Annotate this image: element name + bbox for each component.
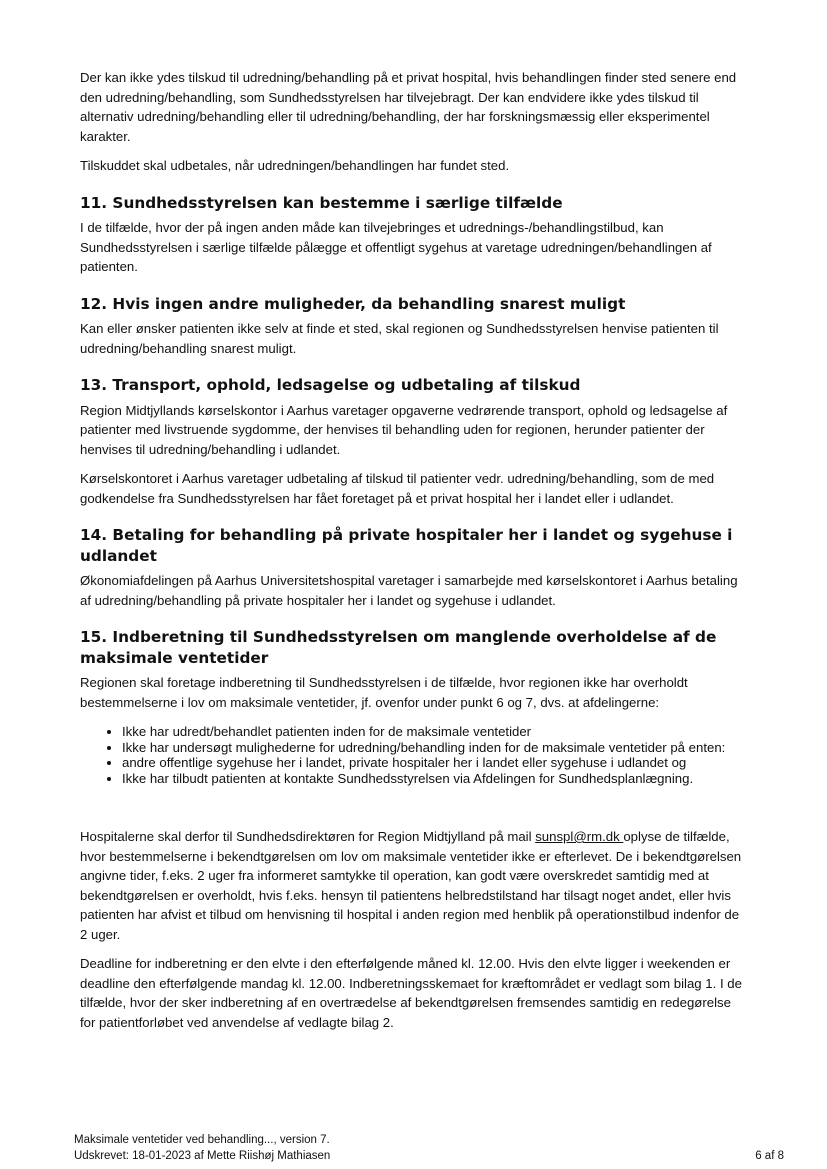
page-footer bbox=[74, 1132, 784, 1164]
section-11-paragraph: I de tilfælde, hvor der på ingen anden måde kan tilvejebringes et udrednings-/behandlingstilbud, kan Sundhedsstyrelsen i særlige tilfælde pålægge et offentligt sygehus at varetage udredningen/behandlingen af patienten. bbox=[80, 220, 712, 274]
list-item: • Ikke har tilbudt patienten at kontakte Sundhedsstyrelsen via Afdelingen for Sundhedsplanlægning. bbox=[122, 771, 745, 787]
intro-paragraph-2: Tilskuddet skal udbetales, når udredningen/behandlingen har fundet sted. bbox=[80, 158, 510, 173]
section-12-heading: 12. Hvis ingen andre muligheder, da behandling snarest muligt bbox=[80, 294, 626, 313]
document-page bbox=[80, 68, 745, 1032]
section-13-paragraph-2: Kørselskontoret i Aarhus varetager udbetaling af tilskud til patienter vedr. udredning/behandling, som de med godkendelse fra Sundhedsstyrelsen har fået foretaget på et privat hospital her i landet eller i udlandet. bbox=[80, 471, 715, 506]
section-14-paragraph: Økonomiafdelingen på Aarhus Universitetshospital varetager i samarbejde med kørselskontoret i Aarhus betaling af udredning/behandling på private hospitaler her i landet og sygehuse i udlandet. bbox=[80, 573, 738, 608]
section-11-heading: 11. Sundhedsstyrelsen kan bestemme i særlige tilfælde bbox=[80, 193, 563, 212]
paragraph-text-before-link: Hospitalerne skal derfor til Sundhedsdirektøren for Region Midtjylland på mail bbox=[80, 829, 536, 844]
section-14-heading: 14. Betaling for behandling på private hospitaler her i landet og sygehuse i udlandet bbox=[80, 526, 733, 565]
list-item: • Ikke har udredt/behandlet patienten inden for de maksimale ventetider bbox=[122, 724, 745, 740]
section-13-paragraph-1: Region Midtjyllands kørselskontor i Aarhus varetager opgaverne vedrørende transport, ophold og ledsagelse af patienter med livstruende sygdomme, der henvises til behandling uden for regionen, herunder patienter der henvises til udredning/behandling i udlandet. bbox=[80, 402, 728, 457]
list-item: • andre offentlige sygehuse her i landet, private hospitaler her i landet eller sygehuse i udlandet og bbox=[122, 755, 745, 771]
section-15-paragraph-3: Deadline for indberetning er den elvte i den efterfølgende måned kl. 12.00. Hvis den elvte ligger i weekenden er deadline den efterfølgende mandag kl. 12.00. Indberetningsskemaet for kræftområdet er vedlagt som bilag 1. I de tilfælde, hvor der sker indberetning af en overtrædelse af bekendtgørelsen fremsendes samtidig en redegørelse for patientforløbet ved anvendelse af vedlagte bilag 2. bbox=[80, 956, 742, 1030]
section-13-heading: 13. Transport, ophold, ledsagelse og udbetaling af tilskud bbox=[80, 376, 581, 394]
section-15-heading: 15. Indberetning til Sundhedsstyrelsen om manglende overholdelse af de maksimale ventetider bbox=[80, 628, 717, 667]
footer-document-title: Maksimale ventetider ved behandling..., version 7. bbox=[74, 1134, 330, 1146]
intro-paragraph-1: Der kan ikke ydes tilskud til udredning/behandling på et privat hospital, hvis behandlingen finder sted senere end den udredning/behandling, som Sundhedsstyrelsen har tilvejebragt. Der kan endvidere ikke ydes tilskud til alternativ udredning/behandling eller til udredning/behandling, der har forskningsmæssig eller eksperimentel karakter. bbox=[80, 70, 737, 144]
section-15-bullet-list bbox=[80, 724, 745, 786]
section-12-paragraph: Kan eller ønsker patienten ikke selv at finde et sted, skal regionen og Sundhedsstyrelsen henvise patienten til udredning/behandling snarest muligt. bbox=[80, 321, 719, 356]
paragraph-text-after-link: oplyse de tilfælde, hvor bestemmelserne i bekendtgørelsen om lov om maksimale ventetider ikke er efterlevet. De i bekendtgørelsen angivne tider, f.eks. 2 uger fra informeret samtykke til operation, kan godt være overskredet samtidig med at bekendtgørelsen er overholdt, hvis f.eks. hensyn til patientens helbredstilstand har tilsagt noget andet, eller hvis patienten har afvist et tilbud om henvisning til hospital i anden region med henblik på operationstilbud indenfor de 2 uger. bbox=[80, 829, 742, 942]
footer-printed-info: Udskrevet: 18-01-2023 af Mette Riishøj Mathiasen bbox=[74, 1150, 331, 1162]
list-item: • Ikke har undersøgt mulighederne for udredning/behandling inden for de maksimale ventetider på enten: bbox=[122, 740, 745, 756]
section-15-paragraph-1: Regionen skal foretage indberetning til Sundhedsstyrelsen i de tilfælde, hvor regionen ikke har overholdt bestemmelserne i lov om maksimale ventetider, jf. ovenfor under punkt 6 og 7, dvs. at afdelingerne: bbox=[80, 675, 688, 710]
page-number: 6 af 8 bbox=[755, 1150, 784, 1162]
section-15-paragraph-2 bbox=[80, 827, 745, 944]
email-link[interactable]: sunspl@rm.dk bbox=[535, 829, 624, 844]
